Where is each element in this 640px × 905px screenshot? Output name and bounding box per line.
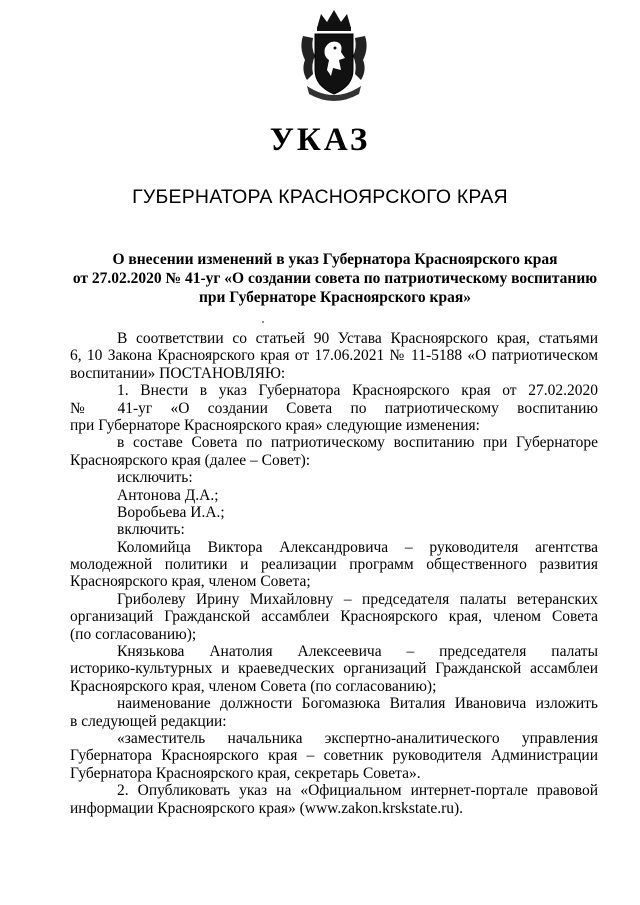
body-line: (по согласованию); (70, 625, 197, 643)
body-line: воспитании» ПОСТАНОВЛЯЮ: (70, 364, 286, 382)
body-line: в следующей редакции: (70, 712, 227, 730)
decree-body (70, 330, 598, 817)
body-line: организаций Гражданской ассамблеи Красноярского края, членом Совета (70, 608, 598, 626)
krasnoyarsk-coat-of-arms-icon (297, 8, 371, 104)
body-line: Воробьева И.А.; (117, 503, 225, 521)
decree-issuer: ГУБЕРНАТОРА КРАСНОЯРСКОГО КРАЯ (132, 186, 508, 208)
subject-line: от 27.02.2020 № 41-уг «О создании совета по патриотическому воспитанию (72, 270, 598, 287)
body-line: Красноярского края, членом Совета (по согласованию); (70, 677, 437, 695)
body-line: включить: (117, 521, 185, 539)
body-line: «заместитель начальника экспертно-аналитического управления (117, 729, 598, 747)
body-line: 1. Внести в указ Губернатора Красноярского края от 27.02.2020 (117, 382, 598, 400)
body-line: Красноярского края (далее – Совет): (70, 451, 311, 469)
body-line: Князькова Анатолия Алексеевича – председателя палаты (117, 643, 598, 661)
body-line: 6, 10 Закона Красноярского края от 17.06.2021 № 11-5188 «О патриотическом (70, 347, 598, 365)
body-line: наименование должности Богомазюка Виталия Ивановича изложить (117, 695, 598, 713)
scan-speck (262, 321, 264, 323)
body-line: Антонова Д.А.; (117, 486, 219, 504)
body-line: В соответствии со статьей 90 Устава Красноярского края, статьями (117, 330, 598, 347)
body-line: № 41-уг «О создании Совета по патриотическому воспитанию (70, 399, 598, 417)
body-line: Губернатора Красноярского края – советник руководителя Администрации (70, 747, 598, 765)
decree-title: УКАЗ (269, 122, 371, 158)
body-line: 2. Опубликовать указ на «Официальном интернет-портале правовой (117, 782, 598, 800)
subject-line: О внесении изменений в указ Губернатора Красноярского края (112, 251, 558, 268)
body-line: молодежной политики и реализации программ общественного развития (70, 556, 598, 574)
decree-subject (70, 250, 600, 307)
body-line: при Губернаторе Красноярского края» следующие изменения: (70, 416, 480, 434)
subject-line: при Губернаторе Красноярского края» (199, 289, 471, 306)
body-line: Коломийца Виктора Александровича – руководителя агентства (117, 538, 598, 556)
body-line: Красноярского края, членом Совета; (70, 573, 311, 591)
body-line: исключить: (117, 469, 193, 487)
body-line: историко-культурных и краеведческих организаций Гражданской ассамблеи (70, 660, 598, 678)
body-line: информации Красноярского края» (www.zakon.krskstate.ru). (70, 799, 464, 817)
body-line: Губернатора Красноярского края, секретарь Совета». (70, 764, 421, 782)
body-line: Гриболеву Ирину Михайловну – председателя палаты ветеранских (117, 590, 598, 608)
body-line: в составе Совета по патриотическому воспитанию при Губернаторе (117, 434, 598, 452)
